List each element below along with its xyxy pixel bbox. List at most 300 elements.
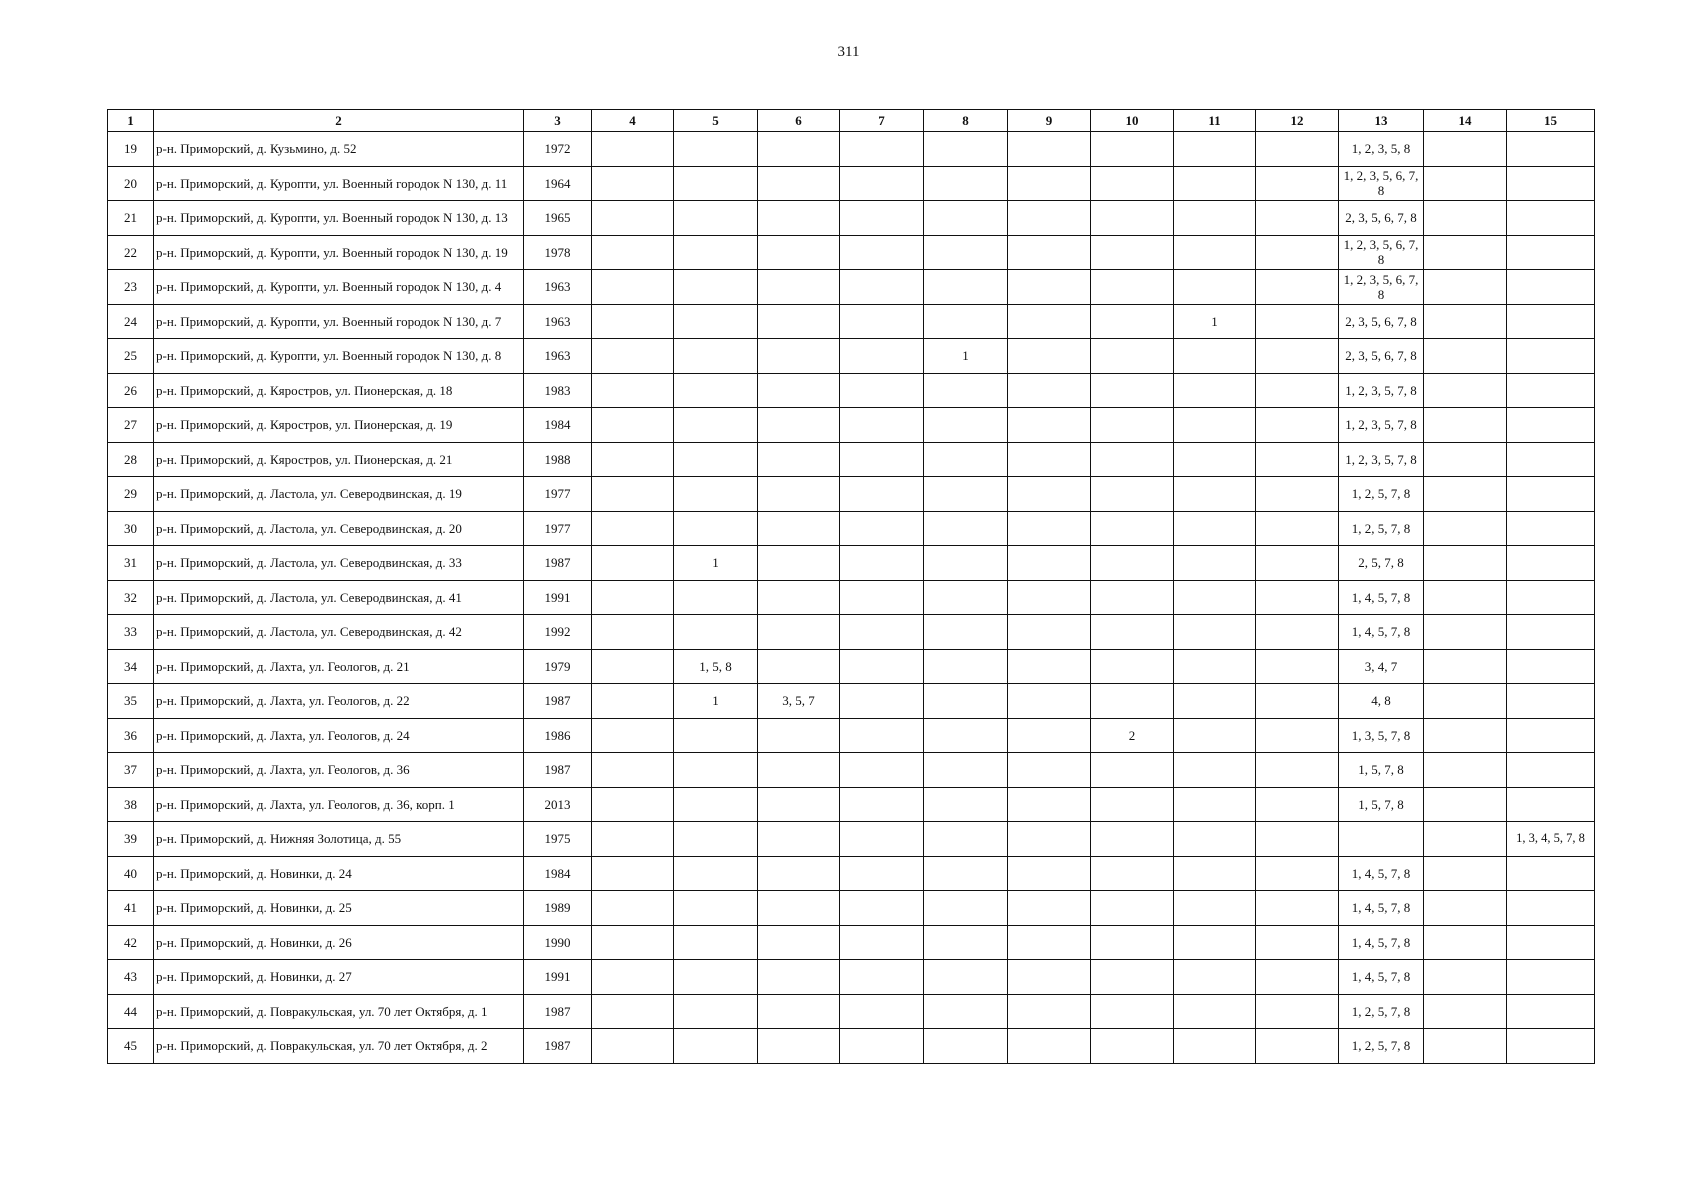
table-cell-col-15 (1507, 649, 1595, 684)
table-cell-col-3: 1987 (524, 1029, 592, 1064)
table-cell-col-12 (1256, 201, 1339, 236)
table-cell-col-14 (1424, 442, 1507, 477)
table-cell-col-5 (674, 132, 758, 167)
table-cell-col-10 (1091, 339, 1174, 374)
column-header-13: 13 (1339, 110, 1424, 132)
column-header-7: 7 (840, 110, 924, 132)
table-cell-col-12 (1256, 270, 1339, 305)
table-cell-col-5 (674, 615, 758, 650)
table-cell-col-10 (1091, 408, 1174, 443)
table-cell-col-5 (674, 994, 758, 1029)
column-header-15: 15 (1507, 110, 1595, 132)
table-cell-col-4 (592, 753, 674, 788)
table-cell-col-2: р-н. Приморский, д. Куропти, ул. Военный городок N 130, д. 13 (154, 201, 524, 236)
table-cell-col-7 (840, 856, 924, 891)
table-cell-col-12 (1256, 442, 1339, 477)
table-cell-col-4 (592, 546, 674, 581)
table-cell-col-9 (1008, 339, 1091, 374)
table-cell-col-4 (592, 270, 674, 305)
table-cell-col-1: 40 (108, 856, 154, 891)
table-cell-col-8 (924, 235, 1008, 270)
table-cell-col-13: 1, 4, 5, 7, 8 (1339, 615, 1424, 650)
table-cell-col-6 (758, 787, 840, 822)
table-cell-col-7 (840, 718, 924, 753)
table-cell-col-15 (1507, 270, 1595, 305)
table-cell-col-12 (1256, 1029, 1339, 1064)
table-cell-col-8 (924, 1029, 1008, 1064)
table-row (108, 166, 1595, 201)
table-cell-col-6 (758, 511, 840, 546)
table-cell-col-2: р-н. Приморский, д. Новинки, д. 24 (154, 856, 524, 891)
table-cell-col-12 (1256, 166, 1339, 201)
table-cell-col-8 (924, 994, 1008, 1029)
table-cell-col-6 (758, 891, 840, 926)
table-cell-col-8 (924, 684, 1008, 719)
table-cell-col-1: 29 (108, 477, 154, 512)
table-row (108, 649, 1595, 684)
table-cell-col-14 (1424, 166, 1507, 201)
column-header-6: 6 (758, 110, 840, 132)
table-cell-col-1: 31 (108, 546, 154, 581)
table-cell-col-6 (758, 753, 840, 788)
table-cell-col-2: р-н. Приморский, д. Лахта, ул. Геологов, д. 21 (154, 649, 524, 684)
table-cell-col-1: 45 (108, 1029, 154, 1064)
table-cell-col-6 (758, 235, 840, 270)
table-cell-col-14 (1424, 201, 1507, 236)
table-cell-col-9 (1008, 856, 1091, 891)
table-cell-col-14 (1424, 373, 1507, 408)
table-cell-col-5 (674, 235, 758, 270)
table-cell-col-8 (924, 580, 1008, 615)
table-cell-col-2: р-н. Приморский, д. Лахта, ул. Геологов, д. 22 (154, 684, 524, 719)
table-cell-col-8 (924, 822, 1008, 857)
table-row (108, 477, 1595, 512)
table-cell-col-13: 1, 4, 5, 7, 8 (1339, 891, 1424, 926)
table-cell-col-1: 41 (108, 891, 154, 926)
table-cell-col-9 (1008, 201, 1091, 236)
table-cell-col-11 (1174, 132, 1256, 167)
table-cell-col-6 (758, 339, 840, 374)
table-cell-col-9 (1008, 304, 1091, 339)
table-row (108, 1029, 1595, 1064)
table-cell-col-1: 33 (108, 615, 154, 650)
table-cell-col-11 (1174, 960, 1256, 995)
table-cell-col-7 (840, 649, 924, 684)
table-cell-col-4 (592, 718, 674, 753)
table-cell-col-10 (1091, 753, 1174, 788)
table-cell-col-6 (758, 615, 840, 650)
table-cell-col-7 (840, 442, 924, 477)
table-cell-col-14 (1424, 477, 1507, 512)
table-row (108, 511, 1595, 546)
table-cell-col-7 (840, 339, 924, 374)
table-cell-col-11 (1174, 546, 1256, 581)
table-cell-col-1: 21 (108, 201, 154, 236)
table-cell-col-3: 2013 (524, 787, 592, 822)
table-cell-col-15 (1507, 546, 1595, 581)
table-cell-col-15 (1507, 408, 1595, 443)
table-cell-col-12 (1256, 373, 1339, 408)
table-cell-col-11 (1174, 339, 1256, 374)
column-header-8: 8 (924, 110, 1008, 132)
table-cell-col-15 (1507, 132, 1595, 167)
table-cell-col-15 (1507, 339, 1595, 374)
table-cell-col-15 (1507, 580, 1595, 615)
table-cell-col-3: 1977 (524, 477, 592, 512)
table-cell-col-11 (1174, 787, 1256, 822)
table-cell-col-6: 3, 5, 7 (758, 684, 840, 719)
table-row (108, 580, 1595, 615)
table-cell-col-6 (758, 649, 840, 684)
table-cell-col-6 (758, 166, 840, 201)
table-cell-col-12 (1256, 787, 1339, 822)
column-header-9: 9 (1008, 110, 1091, 132)
table-cell-col-9 (1008, 546, 1091, 581)
table-cell-col-13: 1, 3, 5, 7, 8 (1339, 718, 1424, 753)
table-cell-col-3: 1975 (524, 822, 592, 857)
table-cell-col-7 (840, 304, 924, 339)
table-cell-col-5 (674, 408, 758, 443)
table-cell-col-6 (758, 960, 840, 995)
table-cell-col-6 (758, 442, 840, 477)
table-cell-col-2: р-н. Приморский, д. Лахта, ул. Геологов, д. 36 (154, 753, 524, 788)
table-cell-col-6 (758, 373, 840, 408)
table-cell-col-3: 1989 (524, 891, 592, 926)
column-header-5: 5 (674, 110, 758, 132)
column-header-4: 4 (592, 110, 674, 132)
table-cell-col-11 (1174, 408, 1256, 443)
table-cell-col-4 (592, 615, 674, 650)
table-cell-col-3: 1987 (524, 684, 592, 719)
table-cell-col-2: р-н. Приморский, д. Куропти, ул. Военный городок N 130, д. 11 (154, 166, 524, 201)
register-table (107, 109, 1595, 1064)
table-cell-col-1: 23 (108, 270, 154, 305)
table-cell-col-2: р-н. Приморский, д. Новинки, д. 27 (154, 960, 524, 995)
table-cell-col-13: 1, 2, 5, 7, 8 (1339, 511, 1424, 546)
table-cell-col-13: 2, 3, 5, 6, 7, 8 (1339, 339, 1424, 374)
table-cell-col-11 (1174, 166, 1256, 201)
table-cell-col-1: 32 (108, 580, 154, 615)
table-cell-col-9 (1008, 580, 1091, 615)
table-cell-col-11 (1174, 373, 1256, 408)
table-cell-col-11 (1174, 891, 1256, 926)
table-cell-col-4 (592, 787, 674, 822)
table-cell-col-2: р-н. Приморский, д. Ластола, ул. Северодвинская, д. 41 (154, 580, 524, 615)
table-cell-col-14 (1424, 235, 1507, 270)
table-cell-col-13: 1, 2, 5, 7, 8 (1339, 994, 1424, 1029)
table-cell-col-2: р-н. Приморский, д. Нижняя Золотица, д. 55 (154, 822, 524, 857)
table-cell-col-2: р-н. Приморский, д. Кяростров, ул. Пионерская, д. 18 (154, 373, 524, 408)
table-cell-col-9 (1008, 235, 1091, 270)
table-row (108, 442, 1595, 477)
table-cell-col-15 (1507, 615, 1595, 650)
table-cell-col-1: 30 (108, 511, 154, 546)
table-cell-col-14 (1424, 960, 1507, 995)
table-cell-col-9 (1008, 408, 1091, 443)
table-cell-col-7 (840, 994, 924, 1029)
column-header-12: 12 (1256, 110, 1339, 132)
table-cell-col-14 (1424, 132, 1507, 167)
table-cell-col-12 (1256, 994, 1339, 1029)
table-cell-col-14 (1424, 753, 1507, 788)
table-cell-col-4 (592, 339, 674, 374)
table-cell-col-14 (1424, 408, 1507, 443)
table-cell-col-3: 1965 (524, 201, 592, 236)
table-cell-col-2: р-н. Приморский, д. Куропти, ул. Военный городок N 130, д. 19 (154, 235, 524, 270)
table-cell-col-4 (592, 373, 674, 408)
table-cell-col-10 (1091, 925, 1174, 960)
table-cell-col-5 (674, 373, 758, 408)
table-cell-col-9 (1008, 166, 1091, 201)
table-cell-col-11 (1174, 684, 1256, 719)
table-cell-col-13: 1, 5, 7, 8 (1339, 753, 1424, 788)
table-cell-col-13: 1, 4, 5, 7, 8 (1339, 580, 1424, 615)
table-cell-col-15 (1507, 891, 1595, 926)
table-cell-col-1: 42 (108, 925, 154, 960)
table-cell-col-10 (1091, 684, 1174, 719)
table-cell-col-9 (1008, 270, 1091, 305)
table-cell-col-5 (674, 304, 758, 339)
table-cell-col-15 (1507, 925, 1595, 960)
table-cell-col-14 (1424, 615, 1507, 650)
table-cell-col-2: р-н. Приморский, д. Лахта, ул. Геологов, д. 36, корп. 1 (154, 787, 524, 822)
table-cell-col-13: 1, 4, 5, 7, 8 (1339, 960, 1424, 995)
table-cell-col-14 (1424, 546, 1507, 581)
table-cell-col-4 (592, 235, 674, 270)
table-cell-col-4 (592, 511, 674, 546)
table-cell-col-5 (674, 856, 758, 891)
table-cell-col-13: 1, 2, 5, 7, 8 (1339, 477, 1424, 512)
table-cell-col-13: 2, 5, 7, 8 (1339, 546, 1424, 581)
column-header-1: 1 (108, 110, 154, 132)
table-cell-col-10 (1091, 477, 1174, 512)
table-cell-col-14 (1424, 580, 1507, 615)
table-cell-col-7 (840, 753, 924, 788)
table-row (108, 373, 1595, 408)
table-cell-col-10 (1091, 787, 1174, 822)
table-cell-col-4 (592, 201, 674, 236)
table-cell-col-7 (840, 580, 924, 615)
table-cell-col-11 (1174, 856, 1256, 891)
table-cell-col-1: 38 (108, 787, 154, 822)
table-cell-col-2: р-н. Приморский, д. Новинки, д. 25 (154, 891, 524, 926)
table-cell-col-1: 34 (108, 649, 154, 684)
table-cell-col-5 (674, 166, 758, 201)
table-cell-col-6 (758, 477, 840, 512)
table-cell-col-13: 1, 2, 3, 5, 6, 7, 8 (1339, 166, 1424, 201)
table-cell-col-12 (1256, 891, 1339, 926)
table-cell-col-1: 22 (108, 235, 154, 270)
table-cell-col-1: 28 (108, 442, 154, 477)
table-cell-col-12 (1256, 753, 1339, 788)
table-row (108, 132, 1595, 167)
table-cell-col-8 (924, 546, 1008, 581)
table-cell-col-8 (924, 511, 1008, 546)
table-cell-col-8 (924, 856, 1008, 891)
table-cell-col-6 (758, 132, 840, 167)
table-cell-col-5 (674, 511, 758, 546)
table-cell-col-13: 4, 8 (1339, 684, 1424, 719)
table-cell-col-2: р-н. Приморский, д. Ластола, ул. Северодвинская, д. 19 (154, 477, 524, 512)
table-cell-col-8 (924, 132, 1008, 167)
table-cell-col-14 (1424, 684, 1507, 719)
table-cell-col-10 (1091, 580, 1174, 615)
table-cell-col-8 (924, 925, 1008, 960)
table-cell-col-14 (1424, 339, 1507, 374)
table-cell-col-15 (1507, 787, 1595, 822)
table-cell-col-5: 1 (674, 546, 758, 581)
table-cell-col-10 (1091, 373, 1174, 408)
table-cell-col-14 (1424, 511, 1507, 546)
table-cell-col-4 (592, 891, 674, 926)
table-cell-col-3: 1987 (524, 994, 592, 1029)
table-cell-col-3: 1987 (524, 753, 592, 788)
table-cell-col-13: 1, 2, 3, 5, 7, 8 (1339, 442, 1424, 477)
table-cell-col-3: 1983 (524, 373, 592, 408)
table-cell-col-7 (840, 546, 924, 581)
table-cell-col-9 (1008, 994, 1091, 1029)
table-cell-col-5 (674, 960, 758, 995)
table-row (108, 546, 1595, 581)
table-cell-col-5 (674, 787, 758, 822)
table-cell-col-15 (1507, 856, 1595, 891)
table-cell-col-10 (1091, 201, 1174, 236)
table-cell-col-3: 1964 (524, 166, 592, 201)
table-cell-col-2: р-н. Приморский, д. Повракульская, ул. 70 лет Октября, д. 2 (154, 1029, 524, 1064)
table-cell-col-12 (1256, 511, 1339, 546)
table-cell-col-5 (674, 1029, 758, 1064)
table-cell-col-1: 35 (108, 684, 154, 719)
table-cell-col-8 (924, 477, 1008, 512)
table-cell-col-8 (924, 615, 1008, 650)
table-cell-col-15 (1507, 511, 1595, 546)
table-header (108, 110, 1595, 132)
table-cell-col-12 (1256, 925, 1339, 960)
table-row (108, 753, 1595, 788)
table-cell-col-14 (1424, 304, 1507, 339)
table-cell-col-9 (1008, 925, 1091, 960)
table-cell-col-2: р-н. Приморский, д. Куропти, ул. Военный городок N 130, д. 7 (154, 304, 524, 339)
table-cell-col-6 (758, 925, 840, 960)
table-cell-col-14 (1424, 994, 1507, 1029)
table-cell-col-2: р-н. Приморский, д. Кяростров, ул. Пионерская, д. 21 (154, 442, 524, 477)
column-header-10: 10 (1091, 110, 1174, 132)
table-cell-col-2: р-н. Приморский, д. Куропти, ул. Военный городок N 130, д. 4 (154, 270, 524, 305)
table-row (108, 684, 1595, 719)
table-cell-col-5 (674, 753, 758, 788)
table-cell-col-2: р-н. Приморский, д. Лахта, ул. Геологов, д. 24 (154, 718, 524, 753)
table-cell-col-8 (924, 442, 1008, 477)
table-cell-col-12 (1256, 960, 1339, 995)
table-cell-col-3: 1963 (524, 304, 592, 339)
table-cell-col-8 (924, 891, 1008, 926)
table-cell-col-7 (840, 615, 924, 650)
table-cell-col-8 (924, 787, 1008, 822)
table-cell-col-11 (1174, 270, 1256, 305)
table-cell-col-4 (592, 925, 674, 960)
table-cell-col-11 (1174, 511, 1256, 546)
table-cell-col-9 (1008, 822, 1091, 857)
table-cell-col-9 (1008, 753, 1091, 788)
table-cell-col-6 (758, 822, 840, 857)
table-cell-col-5 (674, 270, 758, 305)
table-cell-col-4 (592, 442, 674, 477)
table-cell-col-13 (1339, 822, 1424, 857)
table-cell-col-9 (1008, 718, 1091, 753)
table-cell-col-7 (840, 684, 924, 719)
table-cell-col-13: 1, 5, 7, 8 (1339, 787, 1424, 822)
table-row (108, 201, 1595, 236)
table-cell-col-7 (840, 477, 924, 512)
table-cell-col-15 (1507, 960, 1595, 995)
table-cell-col-3: 1991 (524, 960, 592, 995)
table-cell-col-13: 1, 4, 5, 7, 8 (1339, 925, 1424, 960)
table-cell-col-1: 27 (108, 408, 154, 443)
table-cell-col-5 (674, 442, 758, 477)
table-cell-col-3: 1991 (524, 580, 592, 615)
table-row (108, 339, 1595, 374)
table-cell-col-4 (592, 304, 674, 339)
table-cell-col-8 (924, 304, 1008, 339)
table-cell-col-3: 1963 (524, 270, 592, 305)
table-cell-col-14 (1424, 822, 1507, 857)
table-cell-col-15 (1507, 684, 1595, 719)
table-cell-col-4 (592, 960, 674, 995)
table-cell-col-10 (1091, 235, 1174, 270)
table-cell-col-7 (840, 166, 924, 201)
table-cell-col-12 (1256, 339, 1339, 374)
table-cell-col-13: 1, 2, 3, 5, 8 (1339, 132, 1424, 167)
table-cell-col-15 (1507, 1029, 1595, 1064)
table-cell-col-11 (1174, 925, 1256, 960)
table-cell-col-2: р-н. Приморский, д. Куропти, ул. Военный городок N 130, д. 8 (154, 339, 524, 374)
table-cell-col-10 (1091, 270, 1174, 305)
table-cell-col-8 (924, 718, 1008, 753)
table-cell-col-2: р-н. Приморский, д. Ластола, ул. Северодвинская, д. 33 (154, 546, 524, 581)
table-cell-col-2: р-н. Приморский, д. Повракульская, ул. 70 лет Октября, д. 1 (154, 994, 524, 1029)
table-cell-col-9 (1008, 373, 1091, 408)
table-row (108, 925, 1595, 960)
table-cell-col-10 (1091, 511, 1174, 546)
table-cell-col-9 (1008, 787, 1091, 822)
table-cell-col-15 (1507, 304, 1595, 339)
table-cell-col-5: 1 (674, 684, 758, 719)
table-cell-col-9 (1008, 615, 1091, 650)
table-cell-col-4 (592, 166, 674, 201)
table-cell-col-10 (1091, 546, 1174, 581)
table-cell-col-7 (840, 925, 924, 960)
table-row (108, 615, 1595, 650)
table-cell-col-5 (674, 201, 758, 236)
table-cell-col-14 (1424, 270, 1507, 305)
table-cell-col-7 (840, 373, 924, 408)
table-cell-col-1: 19 (108, 132, 154, 167)
table-cell-col-11 (1174, 649, 1256, 684)
table-cell-col-5 (674, 822, 758, 857)
table-cell-col-12 (1256, 718, 1339, 753)
table-cell-col-9 (1008, 442, 1091, 477)
table-cell-col-12 (1256, 822, 1339, 857)
table-cell-col-1: 44 (108, 994, 154, 1029)
table-cell-col-6 (758, 718, 840, 753)
table-cell-col-11 (1174, 201, 1256, 236)
table-cell-col-1: 37 (108, 753, 154, 788)
table-cell-col-6 (758, 408, 840, 443)
table-cell-col-14 (1424, 787, 1507, 822)
column-header-14: 14 (1424, 110, 1507, 132)
table-cell-col-6 (758, 1029, 840, 1064)
table-cell-col-3: 1986 (524, 718, 592, 753)
